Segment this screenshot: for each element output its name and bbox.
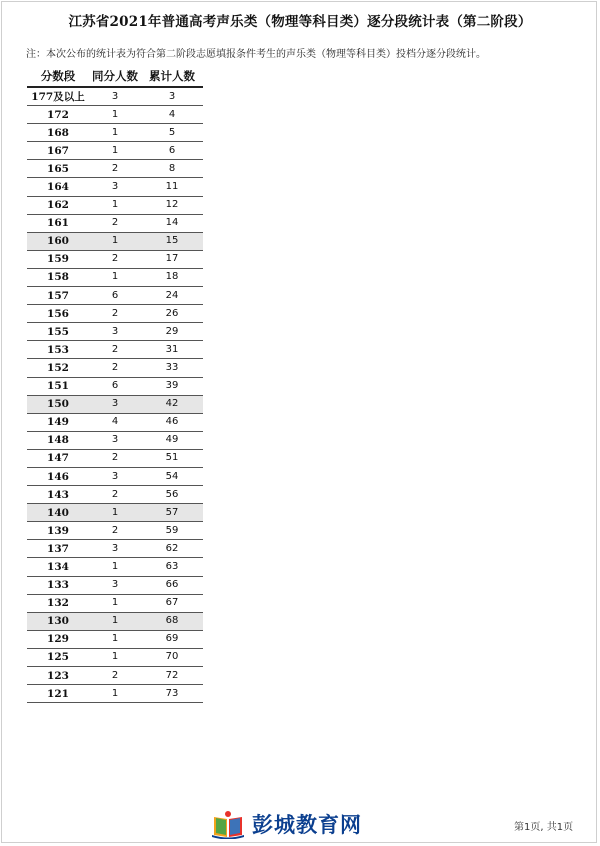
header-cumulative: 累计人数 bbox=[141, 66, 203, 87]
table-row bbox=[27, 685, 203, 703]
same-count-cell: 3 bbox=[89, 431, 141, 449]
score-cell: 121 bbox=[27, 685, 89, 703]
same-count-cell: 2 bbox=[89, 667, 141, 685]
same-count-cell: 1 bbox=[89, 612, 141, 630]
same-count-cell: 2 bbox=[89, 449, 141, 467]
logo-text: 彭城教育网 bbox=[252, 813, 362, 837]
score-cell: 140 bbox=[27, 504, 89, 522]
same-count-cell: 3 bbox=[89, 87, 141, 106]
score-cell: 146 bbox=[27, 467, 89, 485]
cumulative-cell: 70 bbox=[141, 648, 203, 666]
same-count-cell: 2 bbox=[89, 214, 141, 232]
table-row bbox=[27, 612, 203, 630]
same-count-cell: 1 bbox=[89, 124, 141, 142]
table-note: 注：本次公布的统计表为符合第二阶段志愿填报条件考生的声乐类（物理等科目类）投档分逐分段统计。 bbox=[26, 49, 486, 60]
same-count-cell: 2 bbox=[89, 250, 141, 268]
table-row bbox=[27, 214, 203, 232]
table-row bbox=[27, 594, 203, 612]
score-cell: 167 bbox=[27, 142, 89, 160]
score-cell: 149 bbox=[27, 413, 89, 431]
score-cell: 155 bbox=[27, 323, 89, 341]
table-row bbox=[27, 667, 203, 685]
cumulative-cell: 4 bbox=[141, 106, 203, 124]
cumulative-cell: 31 bbox=[141, 341, 203, 359]
cumulative-cell: 46 bbox=[141, 413, 203, 431]
table-row bbox=[27, 87, 203, 106]
table-row bbox=[27, 106, 203, 124]
same-count-cell: 3 bbox=[89, 395, 141, 413]
same-count-cell: 2 bbox=[89, 522, 141, 540]
score-cell: 168 bbox=[27, 124, 89, 142]
cumulative-cell: 57 bbox=[141, 504, 203, 522]
same-count-cell: 3 bbox=[89, 323, 141, 341]
table-row bbox=[27, 504, 203, 522]
score-cell: 156 bbox=[27, 305, 89, 323]
cumulative-cell: 59 bbox=[141, 522, 203, 540]
table-row bbox=[27, 648, 203, 666]
score-cell: 153 bbox=[27, 341, 89, 359]
score-table bbox=[27, 66, 203, 703]
table-row bbox=[27, 160, 203, 178]
cumulative-cell: 12 bbox=[141, 196, 203, 214]
cumulative-cell: 14 bbox=[141, 214, 203, 232]
cumulative-cell: 73 bbox=[141, 685, 203, 703]
cumulative-cell: 29 bbox=[141, 323, 203, 341]
page-title: 江苏省2021年普通高考声乐类（物理等科目类）逐分段统计表（第二阶段） bbox=[68, 14, 532, 30]
same-count-cell: 1 bbox=[89, 232, 141, 250]
header-score: 分数段 bbox=[27, 66, 89, 87]
cumulative-cell: 67 bbox=[141, 594, 203, 612]
score-cell: 137 bbox=[27, 540, 89, 558]
table-row bbox=[27, 287, 203, 305]
same-count-cell: 1 bbox=[89, 558, 141, 576]
same-count-cell: 2 bbox=[89, 359, 141, 377]
same-count-cell: 1 bbox=[89, 142, 141, 160]
table-row bbox=[27, 576, 203, 594]
cumulative-cell: 18 bbox=[141, 268, 203, 286]
same-count-cell: 3 bbox=[89, 576, 141, 594]
same-count-cell: 1 bbox=[89, 504, 141, 522]
same-count-cell: 3 bbox=[89, 178, 141, 196]
cumulative-cell: 69 bbox=[141, 630, 203, 648]
cumulative-cell: 24 bbox=[141, 287, 203, 305]
table-row bbox=[27, 449, 203, 467]
cumulative-cell: 62 bbox=[141, 540, 203, 558]
same-count-cell: 6 bbox=[89, 287, 141, 305]
table-row bbox=[27, 558, 203, 576]
score-cell: 130 bbox=[27, 612, 89, 630]
score-cell: 172 bbox=[27, 106, 89, 124]
same-count-cell: 1 bbox=[89, 648, 141, 666]
cumulative-cell: 54 bbox=[141, 467, 203, 485]
score-cell: 158 bbox=[27, 268, 89, 286]
score-cell: 132 bbox=[27, 594, 89, 612]
table-row bbox=[27, 305, 203, 323]
table-body bbox=[27, 87, 203, 703]
table-header-row bbox=[27, 66, 203, 87]
cumulative-cell: 33 bbox=[141, 359, 203, 377]
cumulative-cell: 39 bbox=[141, 377, 203, 395]
same-count-cell: 1 bbox=[89, 630, 141, 648]
score-cell: 147 bbox=[27, 449, 89, 467]
same-count-cell: 4 bbox=[89, 413, 141, 431]
table-row bbox=[27, 341, 203, 359]
same-count-cell: 3 bbox=[89, 467, 141, 485]
table-row bbox=[27, 377, 203, 395]
cumulative-cell: 42 bbox=[141, 395, 203, 413]
same-count-cell: 1 bbox=[89, 594, 141, 612]
table-row bbox=[27, 178, 203, 196]
table-row bbox=[27, 323, 203, 341]
score-cell: 143 bbox=[27, 486, 89, 504]
cumulative-cell: 26 bbox=[141, 305, 203, 323]
score-cell: 151 bbox=[27, 377, 89, 395]
score-cell: 148 bbox=[27, 431, 89, 449]
cumulative-cell: 68 bbox=[141, 612, 203, 630]
same-count-cell: 1 bbox=[89, 106, 141, 124]
table-row bbox=[27, 232, 203, 250]
site-logo bbox=[208, 808, 362, 840]
score-cell: 139 bbox=[27, 522, 89, 540]
score-cell: 150 bbox=[27, 395, 89, 413]
table-row bbox=[27, 395, 203, 413]
score-cell: 129 bbox=[27, 630, 89, 648]
score-cell: 125 bbox=[27, 648, 89, 666]
cumulative-cell: 63 bbox=[141, 558, 203, 576]
table-row bbox=[27, 540, 203, 558]
same-count-cell: 2 bbox=[89, 305, 141, 323]
score-cell: 152 bbox=[27, 359, 89, 377]
table-row bbox=[27, 359, 203, 377]
cumulative-cell: 8 bbox=[141, 160, 203, 178]
same-count-cell: 3 bbox=[89, 540, 141, 558]
same-count-cell: 1 bbox=[89, 196, 141, 214]
table-row bbox=[27, 467, 203, 485]
table-row bbox=[27, 142, 203, 160]
table-row bbox=[27, 486, 203, 504]
score-cell: 162 bbox=[27, 196, 89, 214]
score-cell: 177及以上 bbox=[27, 87, 89, 106]
cumulative-cell: 5 bbox=[141, 124, 203, 142]
score-cell: 164 bbox=[27, 178, 89, 196]
table-row bbox=[27, 250, 203, 268]
same-count-cell: 2 bbox=[89, 486, 141, 504]
table-row bbox=[27, 413, 203, 431]
same-count-cell: 2 bbox=[89, 341, 141, 359]
score-cell: 165 bbox=[27, 160, 89, 178]
cumulative-cell: 15 bbox=[141, 232, 203, 250]
table-row bbox=[27, 630, 203, 648]
score-cell: 159 bbox=[27, 250, 89, 268]
score-cell: 157 bbox=[27, 287, 89, 305]
table-row bbox=[27, 431, 203, 449]
same-count-cell: 6 bbox=[89, 377, 141, 395]
cumulative-cell: 11 bbox=[141, 178, 203, 196]
cumulative-cell: 17 bbox=[141, 250, 203, 268]
table-row bbox=[27, 124, 203, 142]
table-row bbox=[27, 196, 203, 214]
cumulative-cell: 51 bbox=[141, 449, 203, 467]
cumulative-cell: 66 bbox=[141, 576, 203, 594]
score-cell: 133 bbox=[27, 576, 89, 594]
score-cell: 123 bbox=[27, 667, 89, 685]
score-cell: 161 bbox=[27, 214, 89, 232]
cumulative-cell: 6 bbox=[141, 142, 203, 160]
table-row bbox=[27, 268, 203, 286]
same-count-cell: 1 bbox=[89, 268, 141, 286]
header-same-count: 同分人数 bbox=[89, 66, 141, 87]
same-count-cell: 1 bbox=[89, 685, 141, 703]
cumulative-cell: 56 bbox=[141, 486, 203, 504]
page-number: 第1页, 共1页 bbox=[514, 822, 574, 833]
cumulative-cell: 3 bbox=[141, 87, 203, 106]
score-cell: 134 bbox=[27, 558, 89, 576]
same-count-cell: 2 bbox=[89, 160, 141, 178]
score-cell: 160 bbox=[27, 232, 89, 250]
cumulative-cell: 49 bbox=[141, 431, 203, 449]
book-logo-icon bbox=[208, 809, 248, 839]
cumulative-cell: 72 bbox=[141, 667, 203, 685]
table-row bbox=[27, 522, 203, 540]
